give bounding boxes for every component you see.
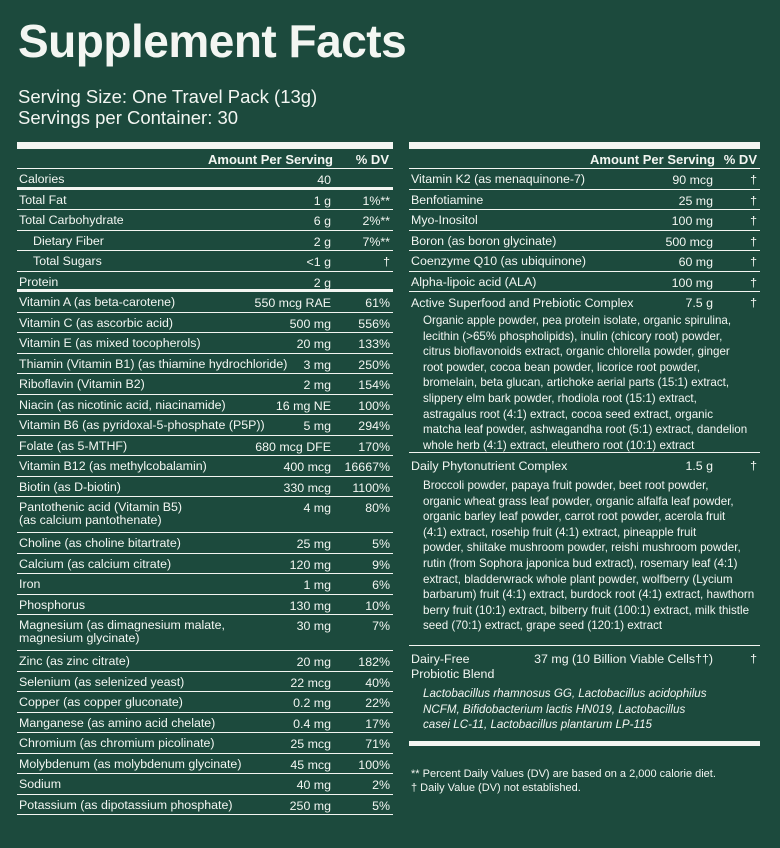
table-row (17, 210, 393, 231)
nutrient-amount: 100 mg (671, 214, 713, 228)
ingredient-line: slippery elm bark powder, rhodiola root (15:1) extract, (423, 391, 697, 405)
nutrient-amount: 3 mg (303, 357, 331, 372)
nutrient-amount: 2 g (313, 234, 331, 249)
nutrient-name: Vitamin A (as beta-carotene) (19, 295, 176, 309)
ingredient-line: seed (70:1) extract, grape seed (120:1) extract (423, 619, 663, 633)
table-row (409, 169, 760, 190)
nutrient-amount: 120 mg (289, 557, 331, 572)
table-row (17, 190, 393, 211)
nutrient-name: Alpha-lipoic acid (ALA) (411, 274, 537, 289)
nutrient-amount: 0.2 mg (293, 696, 331, 710)
ingredient-line: Organic apple powder, pea protein isolate, organic spirulina, (423, 314, 732, 327)
nutrient-name: Molybdenum (as molybdenum glycinate) (19, 756, 242, 771)
nutrient-name: Dietary Fiber (33, 233, 104, 248)
nutrient-amount: 6 g (313, 214, 331, 228)
table-row (17, 354, 393, 375)
ingredient-line: organic barley leaf powder, carrot root powder, acerola fruit (423, 510, 726, 524)
nutrient-name: Magnesium (as dimagnesium malate, magnesium glycinate) (19, 618, 225, 645)
nutrient-amount: 2 g (313, 275, 331, 290)
ingredient-line: berry fruit (10:1) extract, bilberry fruit (100:1) extract, milk thistle (423, 603, 750, 617)
nutrient-amount: 25 mcg (290, 737, 331, 751)
table-header (409, 149, 760, 169)
nutrient-name: Calories (19, 172, 65, 186)
nutrient-name: Biotin (as D-biotin) (19, 479, 121, 494)
blend-name: Daily Phytonutrient Complex (411, 459, 568, 473)
nutrient-name: Thiamin (Vitamin B1) (as thiamine hydrochloride) (19, 356, 288, 371)
ingredient-line: root powder, cocoa bean powder, licorice root powder, (423, 360, 701, 374)
nutrient-name: Total Carbohydrate (19, 213, 124, 227)
nutrient-amount: 0.4 mg (293, 716, 331, 731)
blend-name: Active Superfood and Prebiotic Complex (411, 296, 634, 310)
nutrient-name: Selenium (as selenized yeast) (19, 674, 185, 689)
nutrient-name: Myo-Inositol (411, 213, 478, 227)
table-row (17, 615, 393, 651)
nutrient-amount: 2 mg (303, 378, 331, 392)
blend-ingredients (423, 686, 757, 733)
table-row (17, 395, 393, 416)
nutrient-amount: 40 (317, 173, 331, 187)
table-row (17, 477, 393, 498)
nutrient-name: Vitamin E (as mixed tocopherols) (19, 336, 201, 350)
nutrient-name: Folate (as 5-MTHF) (19, 438, 128, 453)
nutrient-name: Choline (as choline bitartrate) (19, 536, 181, 550)
table-row (409, 210, 760, 231)
nutrient-dv: 61% (365, 296, 390, 310)
bottom-rule (409, 741, 760, 746)
table-row (17, 374, 393, 395)
nutrient-dv: 9% (372, 557, 390, 572)
nutrient-name: Vitamin B12 (as methylcobalamin) (19, 459, 207, 473)
amount-header: Amount Per Serving (590, 152, 715, 167)
nutrient-name: Sodium (19, 777, 62, 791)
table-row (409, 231, 760, 252)
dv-header: % DV (355, 152, 389, 167)
probiotic-blend (409, 646, 760, 741)
ingredient-line: bromelain, beta glucan, artichoke aerial parts (15:1) extract, (423, 376, 730, 390)
ingredient-line: powder, shiitake mushroom powder, reishi mushroom powder, (423, 541, 741, 555)
table-row (17, 651, 393, 672)
blend-amount: 1.5 g (685, 459, 713, 473)
top-rule (409, 142, 760, 149)
serving-size: Serving Size: One Travel Pack (13g) (18, 86, 318, 107)
nutrient-amount: 16 mg NE (275, 398, 331, 413)
nutrient-dv: † (750, 193, 757, 208)
blend-ingredients (423, 478, 757, 634)
nutrient-name: Manganese (as amino acid chelate) (19, 715, 216, 730)
nutrient-dv: 556% (358, 316, 390, 331)
table-row (17, 672, 393, 693)
table-row (17, 251, 393, 272)
blend-amount: 7.5 g (685, 296, 713, 310)
table-row (17, 313, 393, 334)
nutrient-amount: 130 mg (289, 598, 331, 613)
nutrient-name: Calcium (as calcium citrate) (19, 556, 172, 571)
nutrient-amount: 20 mg (296, 337, 331, 351)
nutrient-amount: 5 mg (303, 419, 331, 433)
table-row (17, 231, 393, 252)
ingredient-line: casei LC-11, Lactobacillus plantarum LP-115 (423, 718, 652, 732)
nutrient-name: Riboflavin (Vitamin B2) (19, 377, 145, 391)
ingredient-line: extract, bladderwrack whole plant powder, wolfberry (Lycium (423, 572, 733, 586)
ingredient-line: Broccoli powder, papaya fruit powder, beet root powder, (423, 479, 709, 492)
table-row (17, 774, 393, 795)
table-row (17, 692, 393, 713)
nutrient-name: Niacin (as nicotinic acid, niacinamide) (19, 397, 226, 412)
table-row (17, 533, 393, 554)
nutrient-dv: † (750, 173, 757, 187)
superfood-blend (409, 292, 760, 453)
nutrient-dv: 1100% (352, 480, 390, 495)
nutrient-name: Boron (as boron glycinate) (411, 233, 557, 248)
table-row (17, 415, 393, 436)
nutrient-dv: 5% (372, 537, 390, 551)
nutrient-name: Vitamin B6 (as pyridoxal-5-phosphate (P5P)) (19, 418, 265, 432)
nutrient-amount: 1 mg (303, 578, 331, 592)
nutrient-dv: † (750, 234, 757, 249)
dv-header: % DV (723, 152, 757, 167)
servings-per-container: Servings per Container: 30 (18, 107, 239, 128)
nutrient-dv: 1%** (362, 193, 390, 208)
table-row (17, 795, 393, 816)
table-row (17, 497, 393, 533)
ingredient-line: (4:1) extract, rosehip fruit (4:1) extract, pineapple fruit (423, 525, 697, 539)
nutrient-name: Vitamin K2 (as menaquinone-7) (411, 172, 586, 186)
nutrient-amount: <1 g (306, 255, 331, 269)
nutrient-name: Phosphorus (19, 597, 86, 612)
top-rule (17, 142, 393, 149)
nutrient-amount: 90 mcg (672, 173, 713, 187)
footnote-dv: ** Percent Daily Values (DV) are based on a 2,000 calorie diet. (411, 768, 716, 780)
nutrient-dv: 170% (358, 439, 390, 454)
table-row (17, 292, 393, 313)
nutrient-amount: 60 mg (678, 255, 713, 269)
nutrient-amount: 250 mg (289, 798, 331, 813)
blend-amount: 37 mg (10 Billion Viable Cells††) (534, 652, 713, 666)
ingredient-line: organic wheat grass leaf powder, organic alfalfa leaf powder, (423, 494, 734, 508)
left-facts-table (17, 142, 393, 815)
nutrient-name: Potassium (as dipotassium phosphate) (19, 797, 233, 812)
nutrient-dv: 7% (372, 619, 390, 633)
table-row (17, 272, 393, 293)
nutrient-amount: 22 mcg (290, 675, 331, 690)
ingredient-line: NCFM, Bifidobacterium lactis HN019, Lactobacillus (423, 702, 686, 716)
nutrient-amount: 330 mcg (283, 480, 331, 495)
right-facts-table (409, 142, 760, 746)
nutrient-dv: † (750, 255, 757, 269)
table-row (17, 169, 393, 190)
blend-dv: † (750, 296, 757, 310)
nutrient-amount: 30 mg (296, 619, 331, 633)
nutrient-amount: 680 mcg DFE (255, 439, 331, 454)
nutrient-name: Coenzyme Q10 (as ubiquinone) (411, 254, 586, 268)
ingredient-line: whole herb (4:1) extract, eleuthero root (10:1) extract (423, 438, 695, 452)
ingredient-line: Lactobacillus rhamnosus GG, Lactobacillus acidophilus (423, 687, 707, 700)
phytonutrient-blend (409, 453, 760, 646)
nutrient-amount: 500 mcg (665, 234, 713, 249)
nutrient-dv: 154% (358, 378, 390, 392)
ingredient-line: lecithin (>65% phospholipids), inulin (chicory root) powder, (423, 329, 723, 343)
table-row (409, 190, 760, 211)
ingredient-line: astragalus root (4:1) extract, cocoa seed extract, organic (423, 407, 713, 421)
table-header (17, 149, 393, 169)
nutrient-name: Pantothenic acid (Vitamin B5) (as calcium pantothenate) (19, 500, 183, 527)
nutrient-dv: 294% (358, 419, 390, 433)
nutrient-amount: 500 mg (289, 316, 331, 331)
nutrient-dv: † (750, 214, 757, 228)
nutrient-dv: 100% (358, 757, 390, 772)
footnote-not-established: † Daily Value (DV) not established. (411, 782, 581, 794)
table-row (17, 456, 393, 477)
nutrient-dv: 6% (372, 578, 390, 592)
nutrient-amount: 400 mcg (283, 460, 331, 474)
table-row (17, 713, 393, 734)
table-row (17, 595, 393, 616)
nutrient-amount: 25 mg (678, 193, 713, 208)
table-row (17, 333, 393, 354)
table-row (17, 436, 393, 457)
nutrient-amount: 20 mg (296, 655, 331, 669)
nutrient-dv: 71% (365, 737, 390, 751)
table-row (17, 754, 393, 775)
page-title: Supplement Facts (18, 15, 407, 67)
table-row (409, 272, 760, 293)
nutrient-dv: † (383, 255, 390, 269)
table-row (17, 554, 393, 575)
nutrient-name: Protein (19, 274, 59, 289)
nutrient-dv: 17% (365, 716, 390, 731)
nutrient-dv: 2% (372, 778, 390, 792)
nutrient-dv: 16667% (344, 460, 390, 474)
table-row (17, 574, 393, 595)
nutrient-amount: 25 mg (296, 537, 331, 551)
nutrient-dv: 5% (372, 798, 390, 813)
ingredient-line: rutin (from Sophora japonica bud extract), rosemary leaf (4:1) (423, 556, 738, 570)
nutrient-dv: 22% (365, 696, 390, 710)
nutrient-dv: † (750, 275, 757, 290)
nutrient-name: Copper (as copper gluconate) (19, 695, 183, 709)
amount-header: Amount Per Serving (208, 152, 333, 167)
nutrient-dv: 7%** (362, 234, 390, 249)
nutrient-dv: 133% (358, 337, 390, 351)
nutrient-dv: 100% (358, 398, 390, 413)
nutrient-name: Zinc (as zinc citrate) (19, 654, 130, 668)
nutrient-amount: 40 mg (296, 778, 331, 792)
table-row (409, 251, 760, 272)
nutrient-amount: 1 g (313, 193, 331, 208)
nutrient-name: Benfotiamine (411, 192, 484, 207)
nutrient-amount: 45 mcg (290, 757, 331, 772)
blend-name: Dairy-Free Probiotic Blend (411, 652, 495, 681)
nutrient-amount: 100 mg (671, 275, 713, 290)
nutrient-dv: 250% (358, 357, 390, 372)
blend-ingredients (423, 313, 757, 453)
nutrient-dv: 80% (365, 501, 390, 515)
nutrient-amount: 4 mg (303, 501, 331, 515)
nutrient-name: Total Fat (19, 192, 67, 207)
ingredient-line: barbarum) fruit (4:1) extract, burdock root (4:1) extract, hawthorn (423, 588, 755, 602)
nutrient-dv: 2%** (362, 214, 390, 228)
ingredient-line: matcha leaf powder, ashwagandha root (5:1) extract, dandelion (423, 423, 748, 437)
table-row (17, 733, 393, 754)
nutrient-name: Iron (19, 577, 41, 591)
nutrient-dv: 10% (365, 598, 390, 613)
nutrient-name: Total Sugars (33, 254, 102, 268)
nutrient-name: Chromium (as chromium picolinate) (19, 736, 215, 750)
nutrient-dv: 40% (365, 675, 390, 690)
blend-dv: † (750, 459, 757, 473)
ingredient-line: citrus bioflavonoids extract, organic chlorella powder, ginger (423, 345, 730, 359)
nutrient-dv: 182% (358, 655, 390, 669)
blend-dv: † (750, 652, 757, 666)
nutrient-amount: 550 mcg RAE (254, 296, 331, 310)
nutrient-name: Vitamin C (as ascorbic acid) (19, 315, 174, 330)
